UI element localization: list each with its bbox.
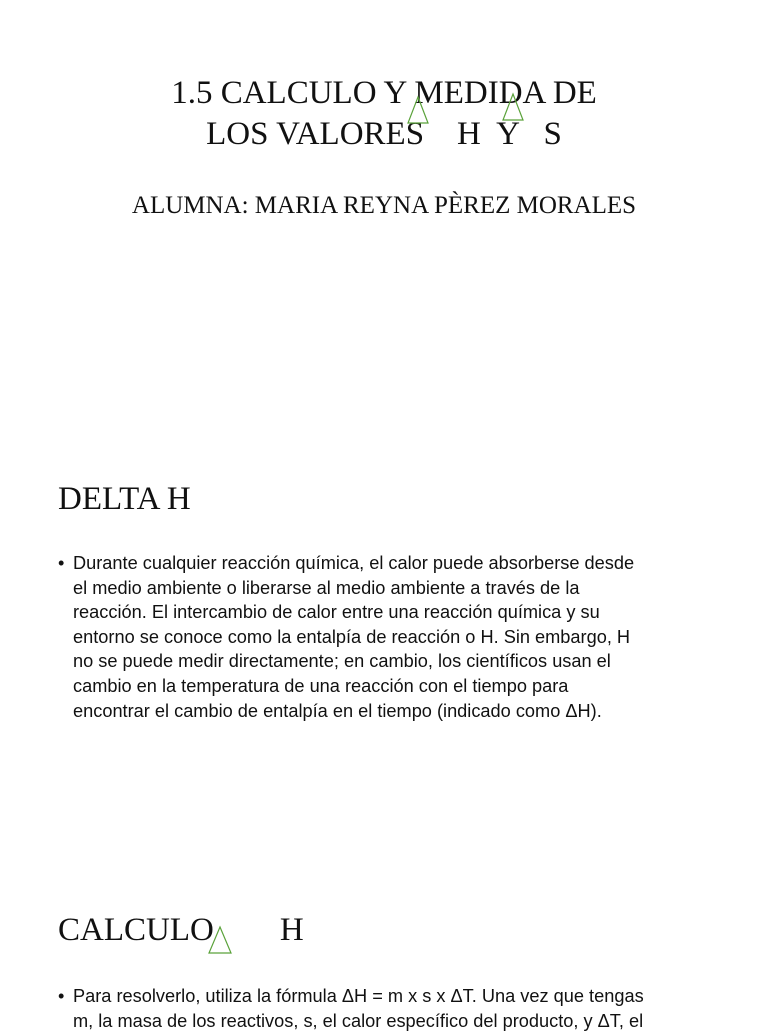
bullet-line: cambio en la temperatura de una reacción con el tiempo para [73, 675, 569, 696]
author-line: ALUMNA: MARIA REYNA PÈREZ MORALES [131, 192, 637, 219]
slide-heading-delta-h: DELTA H [58, 481, 191, 517]
bullet-line: encontrar el cambio de entalpía en el tiempo (indicado como ΔH). [73, 700, 602, 721]
bullet-line: Durante cualquier reacción química, el calor puede absorberse desde [73, 553, 635, 573]
slide-heading-calculo-h: CALCULO H [58, 912, 304, 948]
bullet-marker: • [58, 986, 65, 1006]
bullet-line: no se puede medir directamente; en cambio, los científicos usan el [73, 651, 611, 672]
slide-title-line-2: LOS VALORES H Y S [206, 116, 562, 152]
bullet-line: el medio ambiente o liberarse al medio ambiente a través de la [73, 577, 580, 598]
bullet-text [73, 984, 758, 1033]
bullet-paragraph [58, 984, 758, 1033]
bullet-line: m, la masa de los reactivos, s, el calor específico del producto, y ΔT, el [73, 1010, 644, 1031]
bullet-paragraph [58, 551, 708, 723]
bullet-line: Para resolverlo, utiliza la fórmula ΔH = m x s x ΔT. Una vez que tengas [73, 986, 644, 1006]
slide-title-line-1: 1.5 CALCULO Y MEDIDA DE [171, 75, 597, 111]
bullet-text [73, 551, 708, 723]
bullet-marker: • [58, 553, 65, 573]
bullet-line: reacción. El intercambio de calor entre una reacción química y su [73, 602, 600, 623]
bullet-line: entorno se conoce como la entalpía de reacción o H. Sin embargo, H [73, 626, 631, 647]
